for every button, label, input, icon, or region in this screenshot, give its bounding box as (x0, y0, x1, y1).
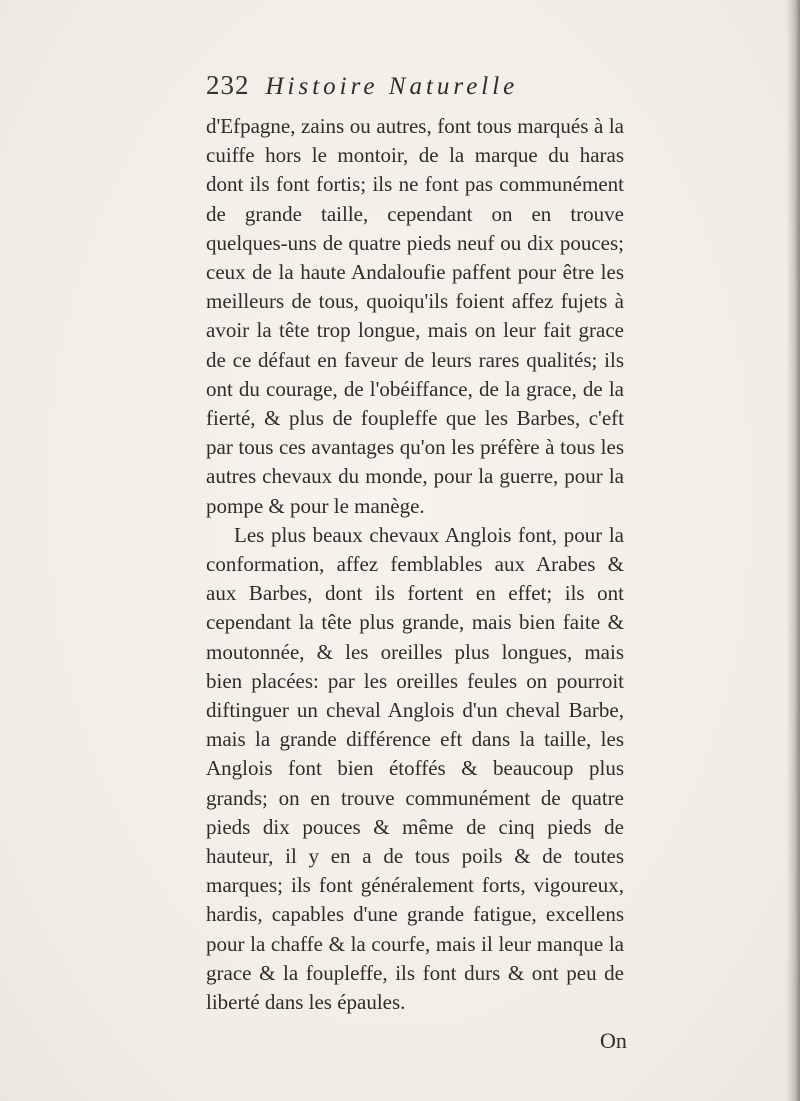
page-number: 232 (206, 70, 250, 100)
page-header (206, 70, 626, 104)
catchword: On (600, 1028, 627, 1053)
body-text (206, 112, 624, 1017)
running-title: Histoire Naturelle (265, 73, 519, 100)
paragraph-continuation: d'Efpagne, zains ou autres, font tous marqués à la cuiffe hors le montoir, de la marque du haras dont ils font fortis; ils ne font pas communément de grande taille, cependant on en trouve quelques-uns de quatre pieds neuf ou dix pouces; ceux de la haute Andaloufie paffent pour être les meilleurs de tous, quoiqu'ils foient affez fujets à avoir la tête trop longue, mais on leur fait grace de ce défaut en faveur de leurs rares qualités; ils ont du courage, de l'obéiffance, de la grace, de la fierté, & plus de foupleffe que les Barbes, c'eft par tous ces avantages qu'on les préfère à tous les autres chevaux du monde, pour la guerre, pour la pompe & pour le manège. (206, 114, 624, 518)
page-edge-shadow (786, 0, 800, 1101)
paragraph-english-horses: Les plus beaux chevaux Anglois font, pour la conformation, affez femblables aux Arabes & aux Barbes, dont ils fortent en effet; ils ont cependant la tête plus grande, mais bien faite & moutonnée, & les oreilles plus longues, mais bien placées: par les oreilles feules on pourroit diftinguer un cheval Anglois d'un cheval Barbe, mais la grande différence eft dans la taille, les Anglois font bien étoffés & beaucoup plus grands; on en trouve communément de quatre pieds dix pouces & même de cinq pieds de hauteur, il y en a de tous poils & de toutes marques; ils font généralement forts, vigoureux, hardis, capables d'une grande fatigue, excellens pour la chaffe & la courfe, mais il leur manque la grace & la foupleffe, ils font durs & ont peu de liberté dans les épaules. (206, 522, 624, 1015)
